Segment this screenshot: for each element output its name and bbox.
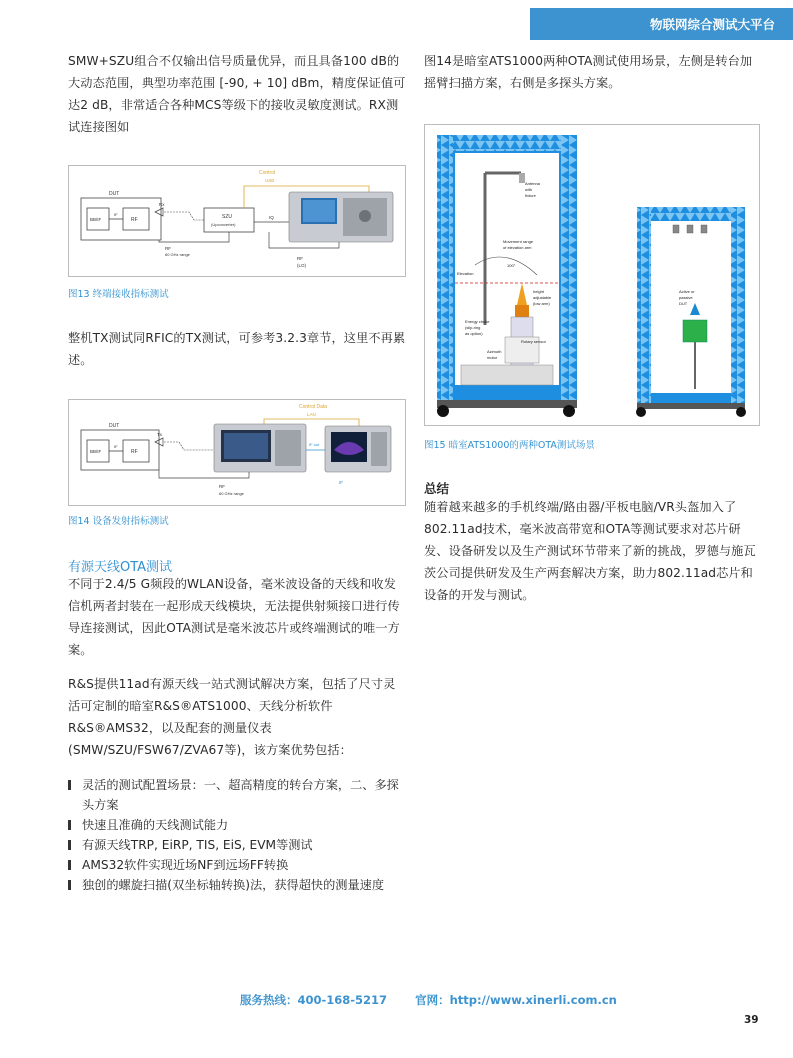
- if-label: IF: [114, 444, 118, 449]
- azimuth-label: Azimuth: [487, 349, 502, 354]
- active-label: Active or: [679, 289, 695, 294]
- dut-right-label: DUT: [679, 301, 688, 306]
- adjustable-label: adjustable: [533, 295, 552, 300]
- rf-label: RF: [131, 449, 138, 455]
- if-label: IF: [114, 212, 118, 217]
- antenna-label: Antenna: [525, 181, 540, 186]
- as-option-label: as option): [465, 331, 483, 336]
- list-item: 有源天线TRP, EiRP, TIS, EiS, EVM等测试: [68, 835, 408, 855]
- lan-label: LAN: [307, 412, 316, 417]
- bbif-label: BB/IF: [90, 217, 102, 222]
- elevation-arm-label: of elevation arm: [503, 245, 532, 250]
- fig14-tx-diagram: [68, 399, 406, 506]
- bullet-mark-icon: [68, 860, 71, 870]
- dut-label: DUT: [109, 423, 120, 429]
- rx-antenna-icon: [155, 208, 163, 216]
- fig13-rx-diagram: [68, 165, 406, 277]
- iq-label: IQ: [269, 215, 274, 220]
- rotary-sensor-label: Rotary sensor: [521, 339, 546, 344]
- fixture-label: fixture: [525, 193, 536, 198]
- rs-solution-paragraph: R&S提供11ad有源天线一站式测试解决方案，包括了尺寸灵活可定制的暗室R&S®ATS1000、天线分析软件R&S®AMS32，以及配套的测量仪表 (SMW/SZU/FSW67/ZVA67等)，该方案优势包括：: [68, 677, 396, 757]
- movement-label: Movement range: [503, 239, 534, 244]
- footer-hotline: 服务热线：400-168-5217: [240, 993, 388, 1007]
- list-item: 灵活的测试配置场景：一、超高精度的转台方案，二、多探头方案: [68, 775, 408, 815]
- summary-heading: 总结: [424, 481, 450, 496]
- with-label: with: [525, 187, 533, 192]
- turntable-chamber: [437, 135, 577, 417]
- low-arm-label: (low arm): [533, 301, 550, 306]
- if-in-label: IF: [339, 480, 343, 485]
- rx-intro-paragraph: SMW+SZU组合不仅输出信号质量优异，而且具备100 dB的大动态范围，典型功率范围 [-90, + 10] dBm，精度保证值可达2 dB，非常适合各种MCS等级下的接收灵敏度测试。RX测试连接图如: [68, 54, 406, 134]
- rf-bottom-label: RF: [219, 484, 225, 489]
- footer-website[interactable]: 官网：http://www.xinerli.com.cn: [415, 993, 617, 1007]
- ifout-label: IF out: [309, 442, 320, 447]
- usb-label: USB: [265, 178, 275, 183]
- rflo-b-label: (LO): [297, 263, 306, 268]
- szu-sub-label: (Upconverter): [211, 222, 236, 227]
- elevation-label: Elevation: [457, 271, 474, 276]
- rf-label: RF: [131, 217, 138, 223]
- page-number: 39: [744, 1014, 759, 1026]
- rf60b-label: 60 GHz range: [165, 252, 190, 257]
- list-item: 快速且准确的天线测试能力: [68, 815, 408, 835]
- bullet-mark-icon: [68, 880, 71, 890]
- fig14-caption: 图14 设备发射指标测试: [68, 516, 169, 527]
- rf60-label: RF: [165, 246, 171, 251]
- control-label: Control: [259, 170, 276, 176]
- tx-label: Tx: [157, 432, 162, 437]
- control-data-label: Control Data: [299, 404, 328, 410]
- rf-range-label: 60 GHz range: [219, 491, 244, 496]
- height-label: height: [533, 289, 544, 294]
- degree-label: 100°: [507, 263, 516, 268]
- bullet-mark-icon: [68, 820, 71, 830]
- fig13-caption: 图13 终端接收指标测试: [68, 289, 169, 300]
- bullet-mark-icon: [68, 840, 71, 850]
- energy-choke-label: Energy choke: [465, 319, 490, 324]
- motor-label: motor: [487, 355, 498, 360]
- list-item: AMS32软件实现近场NF到远场FF转换: [68, 855, 408, 875]
- bullet-mark-icon: [68, 780, 71, 790]
- ota-scenario-intro: 图14是暗室ATS1000两种OTA测试使用场景，左侧是转台加摇臂扫描方案，右侧是多探头方案。: [424, 54, 753, 90]
- multi-probe-chamber: [636, 207, 746, 417]
- ota-heading: 有源天线OTA测试: [68, 560, 173, 575]
- list-item: 独创的螺旋扫描(双坐标轴转换)法，获得超快的测量速度: [68, 875, 408, 895]
- fig15-chamber-figure: [424, 124, 760, 426]
- tx-paragraph: 整机TX测试同RFIC的TX测试，可参考3.2.3章节，这里不再累述。: [68, 331, 406, 367]
- slip-ring-label: (slip-ring: [465, 325, 481, 330]
- summary-paragraph: 随着越来越多的手机终端/路由器/平板电脑/VR头盔加入了802.11ad技术，毫米波高带宽和OTA等测试要求对芯片研发、设备研发以及生产测试环节带来了新的挑战，罗德与施瓦茨公司提供研发及生产两套解决方案，助力802.11ad芯片和设备的开发与测试。: [424, 500, 756, 602]
- szu-label: SZU: [222, 214, 232, 220]
- bbif-label: BB/IF: [90, 449, 102, 454]
- dut-label: DUT: [109, 191, 120, 197]
- rflo-label: RF: [297, 256, 303, 261]
- advantages-list: [68, 775, 408, 895]
- footer-contact: [240, 992, 641, 1008]
- fig15-caption: 图15 暗室ATS1000的两种OTA测试场景: [424, 440, 595, 451]
- probe-array-icon: [673, 225, 707, 233]
- passive-label: passive: [679, 295, 693, 300]
- header-banner: 物联网综合测试大平台: [530, 8, 793, 40]
- ota-paragraph: 不同于2.4/5 G频段的WLAN设备，毫米波设备的天线和收发信机两者封装在一起形成天线模块，无法提供射频接口进行传导连接测试，因此OTA测试是毫米波芯片或终端测试的唯一方案。: [68, 577, 400, 657]
- rx-label: Rx: [159, 202, 165, 207]
